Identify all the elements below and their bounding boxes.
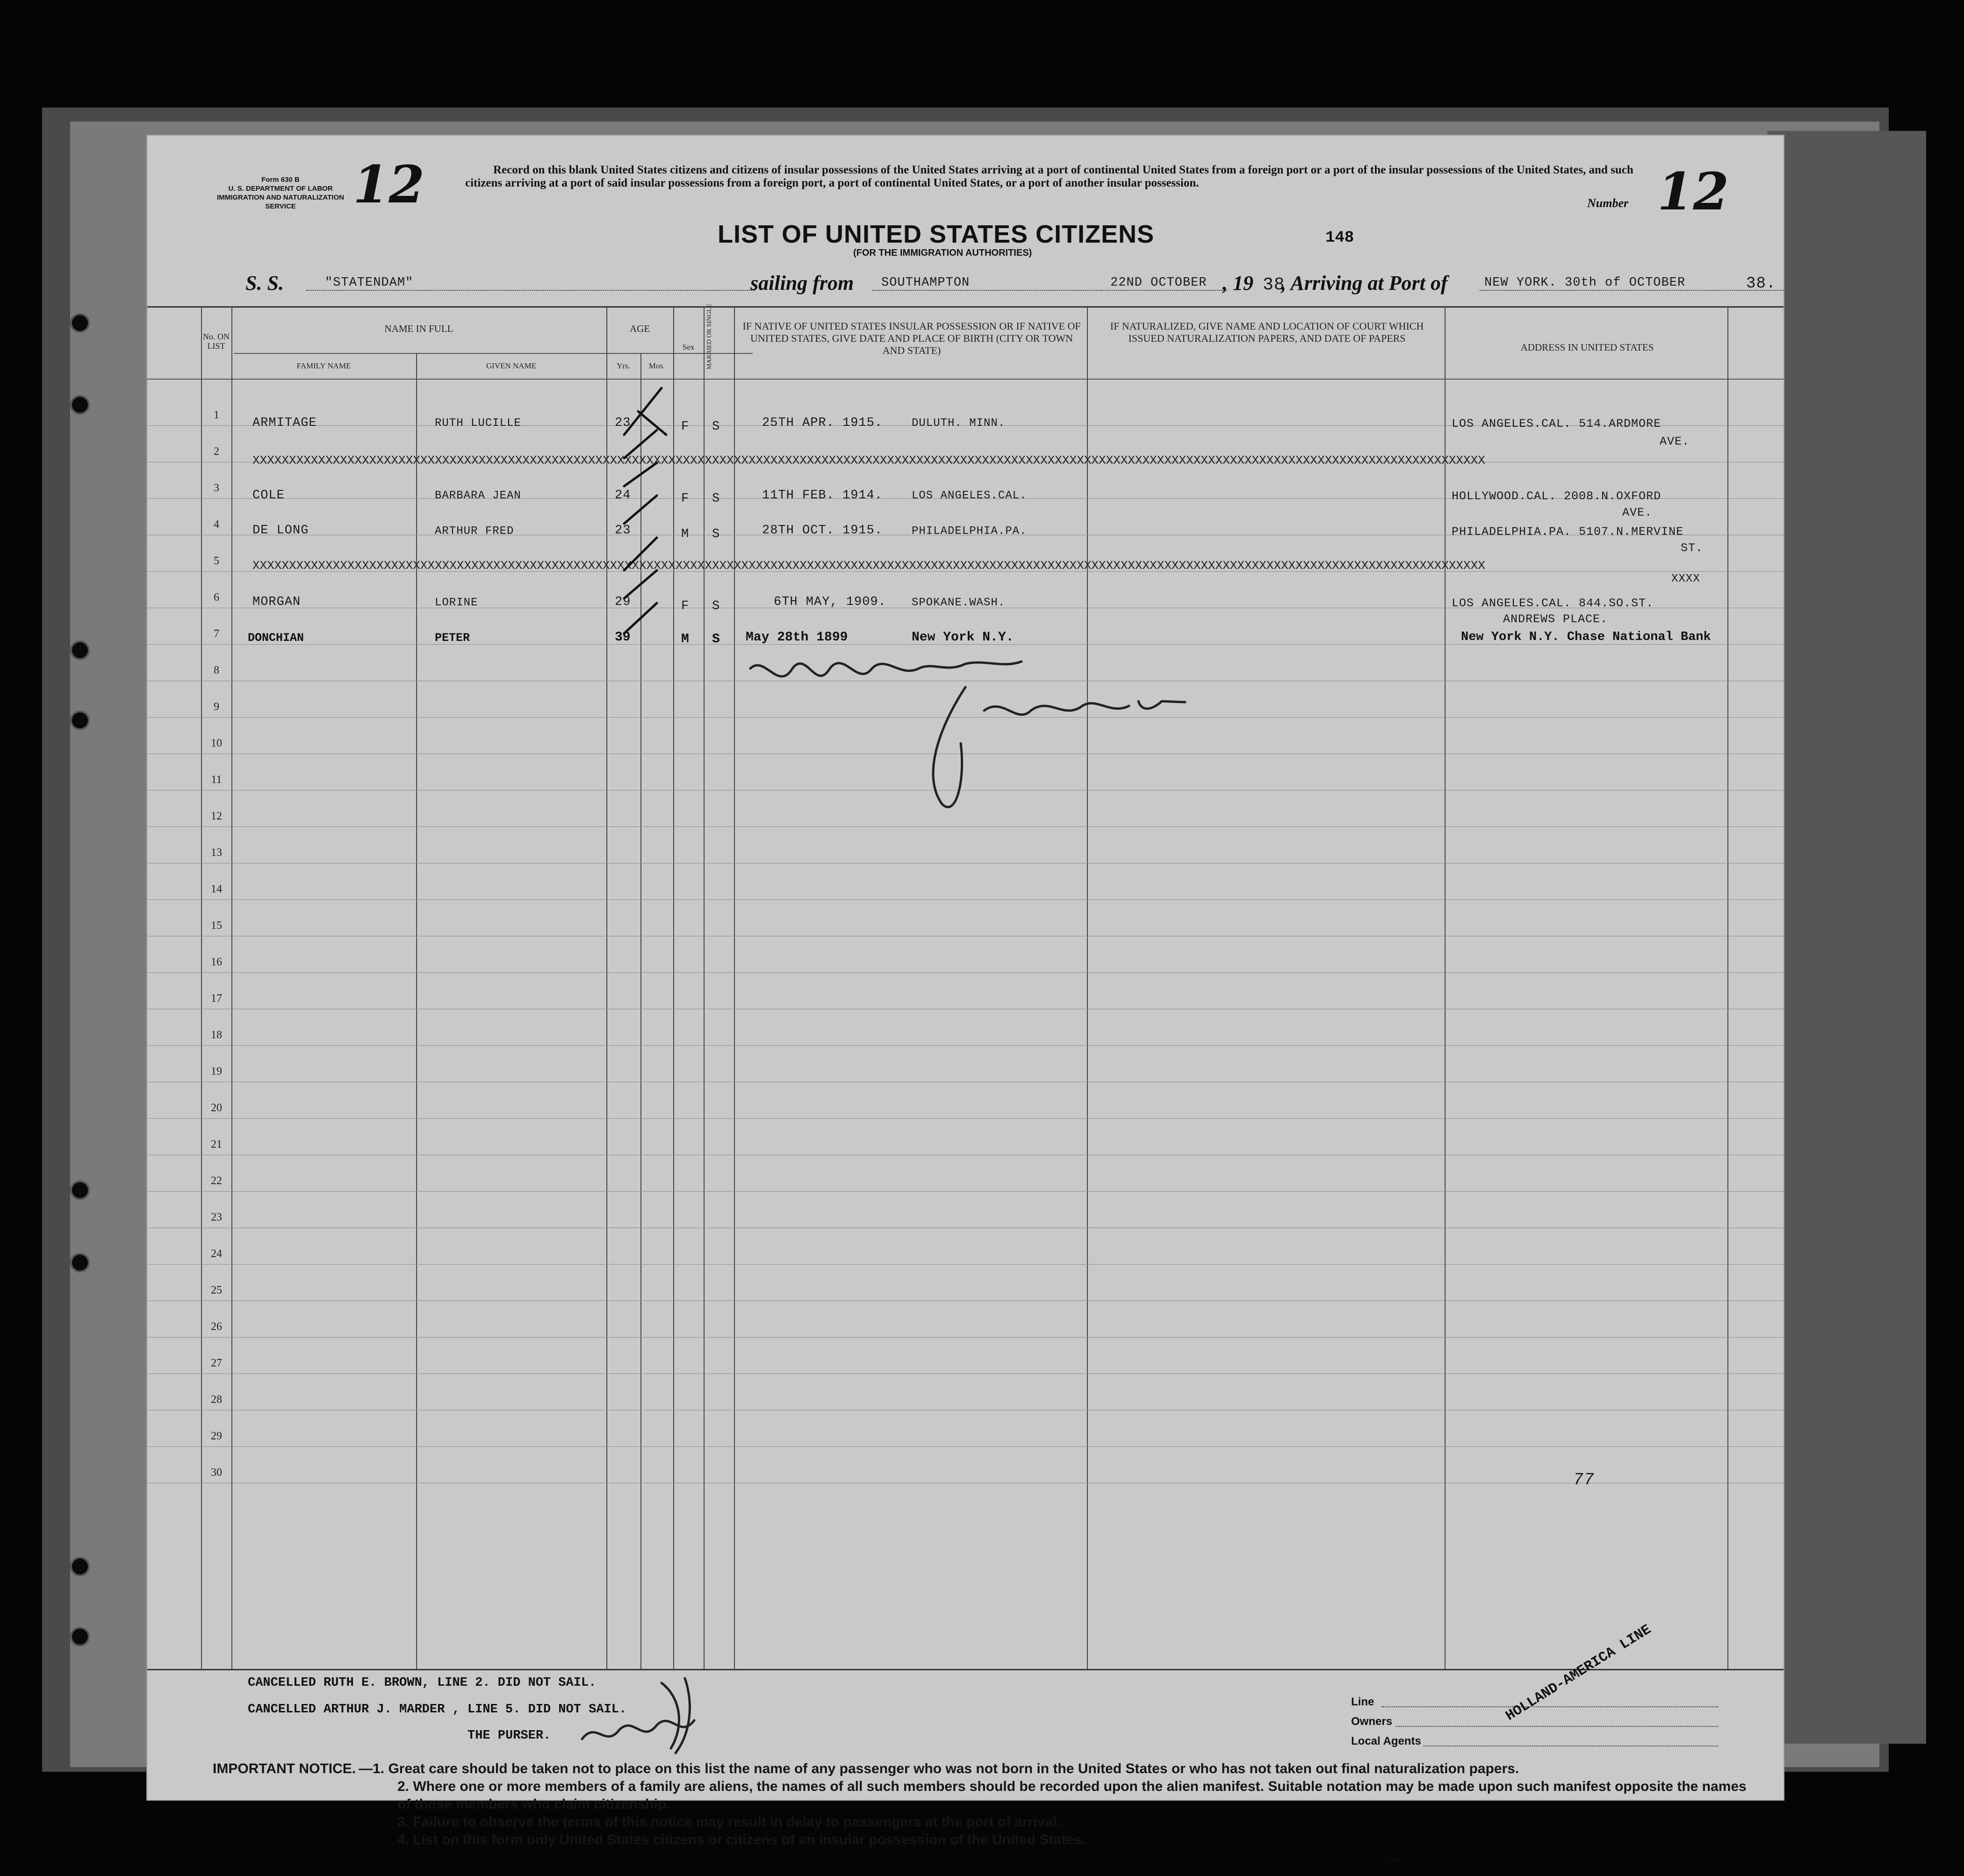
given-name: PETER xyxy=(435,631,470,645)
age: 23 xyxy=(615,524,631,538)
struck-row: XXXXXXXXXXXXXXXXXXXXXXXXXXXXXXXXXXXXXXXXXXXXXXXXXXXXXXXXXXXXXXXXXXXXXXXXXXXXXXXXXXXXXXXXXXXXXXXXXXXXXXXXXXXXXXXXXXXXXXXXXXXXXXXXXXXXXXXXXXXXXXXXXXXXXXXXXXXXXXXXXXXXXXXXX xyxy=(252,559,1485,573)
given-name: ARTHUR FRED xyxy=(435,525,514,538)
tick-marks xyxy=(605,379,746,640)
arrival-port-date: NEW YORK. 30th of OCTOBER xyxy=(1480,276,1784,291)
stamp-number: 148 xyxy=(1325,229,1354,247)
header-no-on-list: No. ON LIST xyxy=(203,332,230,351)
given-name: LORINE xyxy=(435,597,478,609)
row-number: 4 xyxy=(214,518,219,531)
birth-date: 6TH MAY, 1909. xyxy=(774,595,886,609)
ship-name: "STATENDAM" xyxy=(306,276,755,291)
line-field xyxy=(1381,1706,1718,1707)
manifest-document xyxy=(147,136,1784,1862)
col-divider xyxy=(201,306,202,1669)
header-address: ADDRESS IN UNITED STATES xyxy=(1520,342,1654,353)
back-sheet-edge xyxy=(1767,131,1926,1744)
row-number: 24 xyxy=(211,1248,222,1260)
header-name-in-full: NAME IN FULL xyxy=(384,323,453,334)
header-age: AGE xyxy=(629,323,650,334)
number-label: Number xyxy=(1587,196,1629,210)
address-line2: AVE. xyxy=(1622,506,1653,519)
row-rule xyxy=(147,1446,1784,1447)
age: 23 xyxy=(615,416,631,430)
notice-text: 4. List on this form only United States citizens or citizens of an insular possession of the United States. xyxy=(397,1832,1086,1847)
row-number: 6 xyxy=(214,591,219,604)
row-rule xyxy=(147,1118,1784,1119)
binder-hole xyxy=(70,711,90,730)
col-divider xyxy=(1087,306,1088,1669)
form-number: Form 630 B xyxy=(261,176,300,184)
row-rule xyxy=(147,1191,1784,1192)
row-number: 16 xyxy=(211,956,222,968)
address: LOS ANGELES.CAL. 514.ARDMORE xyxy=(1452,417,1662,431)
row-rule xyxy=(147,1264,1784,1265)
birth-place: New York N.Y. xyxy=(912,630,1014,645)
address: PHILADELPHIA.PA. 5107.N.MERVINE xyxy=(1452,525,1684,539)
address: HOLLYWOOD.CAL. 2008.N.OXFORD xyxy=(1452,489,1662,503)
marital-status: S xyxy=(712,632,720,647)
notice-text: 3. Failure to observe the terms of this notice may result in delay to passengers at the port of arrival. xyxy=(397,1814,1061,1830)
row-number: 11 xyxy=(211,774,222,786)
hand-page-number-left: 12 xyxy=(353,154,425,215)
family-name: MORGAN xyxy=(252,595,301,609)
header-married-single: MARRIED OR SINGLE xyxy=(706,303,713,370)
birth-place: LOS ANGELES.CAL. xyxy=(912,489,1027,502)
purser-signature xyxy=(568,1669,718,1762)
owners-label: Owners xyxy=(1351,1715,1393,1728)
owners-field xyxy=(1396,1726,1718,1727)
notice-label: IMPORTANT NOTICE. xyxy=(213,1761,356,1776)
age: 29 xyxy=(615,595,631,609)
row-number: 21 xyxy=(211,1138,222,1150)
sex: F xyxy=(681,420,690,434)
local-agents-label: Local Agents xyxy=(1351,1735,1421,1747)
hand-page-number-right: 12 xyxy=(1657,161,1729,222)
address: LOS ANGELES.CAL. 844.SO.ST. xyxy=(1452,597,1654,610)
family-name: DE LONG xyxy=(252,524,309,538)
cancellation-line: CANCELLED ARTHUR J. MARDER , LINE 5. DID NOT SAIL. xyxy=(248,1703,627,1717)
row-number: 28 xyxy=(211,1394,222,1406)
birth-date: May 28th 1899 xyxy=(746,630,848,645)
header-birth: IF NATIVE OF UNITED STATES INSULAR POSSESSION OR IF NATIVE OF UNITED STATES, GIVE DATE AND PLACE OF BIRTH (CITY OR TOWN AND STATE) xyxy=(742,320,1081,356)
given-name: RUTH LUCILLE xyxy=(435,417,521,430)
row-number: 3 xyxy=(214,482,219,494)
col-divider xyxy=(416,353,417,1669)
sex: M xyxy=(681,527,690,541)
handwritten-signature xyxy=(722,650,1283,912)
row-number: 29 xyxy=(211,1430,222,1442)
bottom-mark: 77 xyxy=(1573,1470,1595,1489)
arrival-year: 38. xyxy=(1746,275,1777,293)
row-number: 26 xyxy=(211,1321,222,1333)
col-divider xyxy=(1727,306,1728,1669)
header-sex: Sex xyxy=(682,343,695,352)
important-notice xyxy=(213,1760,1755,1849)
birth-date: 25TH APR. 1915. xyxy=(762,416,883,430)
sailing-from: SOUTHAMPTON xyxy=(872,276,1101,291)
birth-date: 11TH FEB. 1914. xyxy=(762,489,883,503)
row-number: 12 xyxy=(211,810,222,822)
row-number: 14 xyxy=(211,883,222,895)
sail-year: 38 xyxy=(1263,275,1285,295)
binder-hole xyxy=(70,1253,90,1272)
row-number: 2 xyxy=(214,446,219,458)
row-rule xyxy=(147,1373,1784,1374)
sailing-label: sailing from xyxy=(750,272,854,295)
struck-row-tail: XXXX xyxy=(1671,573,1700,585)
header-naturalized: IF NATURALIZED, GIVE NAME AND LOCATION OF COURT WHICH ISSUED NATURALIZATION PAPERS, AND DATE OF PAPERS xyxy=(1110,320,1424,344)
address-line2: AVE. xyxy=(1660,435,1690,448)
company-stamp: HOLLAND-AMERICA LINE xyxy=(1503,1622,1655,1725)
cancellation-line: CANCELLED RUTH E. BROWN, LINE 2. DID NOT SAIL. xyxy=(248,1676,597,1690)
family-name: DONCHIAN xyxy=(248,631,304,645)
header-bottom-rule xyxy=(147,379,1784,380)
form-service: IMMIGRATION AND NATURALIZATION SERVICE xyxy=(217,194,344,210)
row-number: 25 xyxy=(211,1284,222,1296)
binder-hole xyxy=(70,640,90,660)
sex: F xyxy=(681,599,690,613)
birth-place: PHILADELPHIA.PA. xyxy=(912,525,1027,538)
table-bottom-rule xyxy=(147,1669,1784,1670)
sail-year-prefix: , 19 xyxy=(1223,272,1253,295)
address-line2: ANDREWS PLACE. xyxy=(1503,612,1608,626)
line-label: Line xyxy=(1351,1696,1374,1708)
page-title: LIST OF UNITED STATES CITIZENS xyxy=(718,220,1154,248)
row-rule xyxy=(147,1045,1784,1046)
row-number: 18 xyxy=(211,1029,222,1041)
row-number: 27 xyxy=(211,1357,222,1369)
row-number: 9 xyxy=(214,701,219,713)
header-family-name: FAMILY NAME xyxy=(296,361,351,370)
row-number: 1 xyxy=(214,409,219,421)
ss-label: S. S. xyxy=(245,272,284,295)
sex: M xyxy=(681,632,689,647)
row-rule xyxy=(147,972,1784,973)
birth-place: DULUTH. MINN. xyxy=(912,417,1006,430)
intro-text: Record on this blank United States citizens and citizens of insular possessions of the United States arriving at a port of continental United States from a foreign port or a port of the insular possessions of the United States, and such citizens arriving at a port of said insular possessions from a foreign port, a port of continental United States, or a port of another insular possession. xyxy=(465,164,1633,189)
sex: F xyxy=(681,492,690,506)
row-number: 30 xyxy=(211,1466,222,1479)
given-name: BARBARA JEAN xyxy=(435,489,521,502)
table-top-rule xyxy=(147,306,1784,308)
marital-status: S xyxy=(712,599,720,613)
family-name: COLE xyxy=(252,489,285,503)
arriving-label: , Arriving at Port of xyxy=(1281,272,1448,295)
row-number: 8 xyxy=(214,664,219,676)
binder-hole xyxy=(70,395,90,415)
page-subtitle: (FOR THE IMMIGRATION AUTHORITIES) xyxy=(853,248,1032,258)
row-number: 22 xyxy=(211,1175,222,1187)
row-number: 7 xyxy=(214,628,219,640)
header-given-name: GIVEN NAME xyxy=(486,361,537,370)
header-yrs: Yrs. xyxy=(617,361,630,370)
row-number: 15 xyxy=(211,920,222,932)
address-line2: ST. xyxy=(1681,541,1704,555)
struck-row: XXXXXXXXXXXXXXXXXXXXXXXXXXXXXXXXXXXXXXXXXXXXXXXXXXXXXXXXXXXXXXXXXXXXXXXXXXXXXXXXXXXXXXXXXXXXXXXXXXXXXXXXXXXXXXXXXXXXXXXXXXXXXXXXXXXXXXXXXXXXXXXXXXXXXXXXXXXXXXXXXXXXXXXXX xyxy=(252,453,1485,467)
binder-hole xyxy=(70,1627,90,1646)
row-number: 19 xyxy=(211,1065,222,1078)
purser-label: THE PURSER. xyxy=(468,1729,551,1743)
row-number: 20 xyxy=(211,1102,222,1114)
row-number: 23 xyxy=(211,1211,222,1223)
birth-date: 28TH OCT. 1915. xyxy=(762,524,883,538)
marital-status: S xyxy=(712,420,720,434)
form-code: 14-314 xyxy=(1381,1856,1399,1862)
local-agents-field xyxy=(1424,1746,1718,1747)
address: New York N.Y. Chase National Bank xyxy=(1461,630,1711,644)
form-id xyxy=(210,175,351,211)
marital-status: S xyxy=(712,527,720,541)
row-number: 10 xyxy=(211,737,222,749)
notice-item xyxy=(213,1760,1755,1778)
age: 24 xyxy=(615,489,631,503)
binder-hole xyxy=(70,1557,90,1576)
family-name: ARMITAGE xyxy=(252,416,317,430)
binder-hole xyxy=(70,313,90,333)
marital-status: S xyxy=(712,492,720,506)
sail-date: 22ND OCTOBER xyxy=(1101,276,1227,291)
notice-text: 2. Where one or more members of a family are aliens, the names of all such members should be recorded upon the alien manifest. Suitable notation may be made upon such manifest opposite the names of those members who claim citizenship. xyxy=(397,1779,1747,1812)
notice-text: —1. Great care should be taken not to place on this list the name of any passenger who was not born in the United States or who has not taken out final naturalization papers. xyxy=(359,1761,1519,1776)
row-number: 5 xyxy=(214,555,219,567)
row-number: 13 xyxy=(211,847,222,859)
agent-labels xyxy=(1351,1692,1421,1751)
header-mos: Mos. xyxy=(648,361,665,370)
birth-place: SPOKANE.WASH. xyxy=(912,597,1006,609)
age: 39 xyxy=(615,630,631,645)
row-number: 17 xyxy=(211,992,222,1005)
form-department: U. S. DEPARTMENT OF LABOR xyxy=(228,185,333,193)
col-divider xyxy=(231,306,232,1669)
binder-hole xyxy=(70,1180,90,1200)
col-divider xyxy=(1445,306,1446,1669)
